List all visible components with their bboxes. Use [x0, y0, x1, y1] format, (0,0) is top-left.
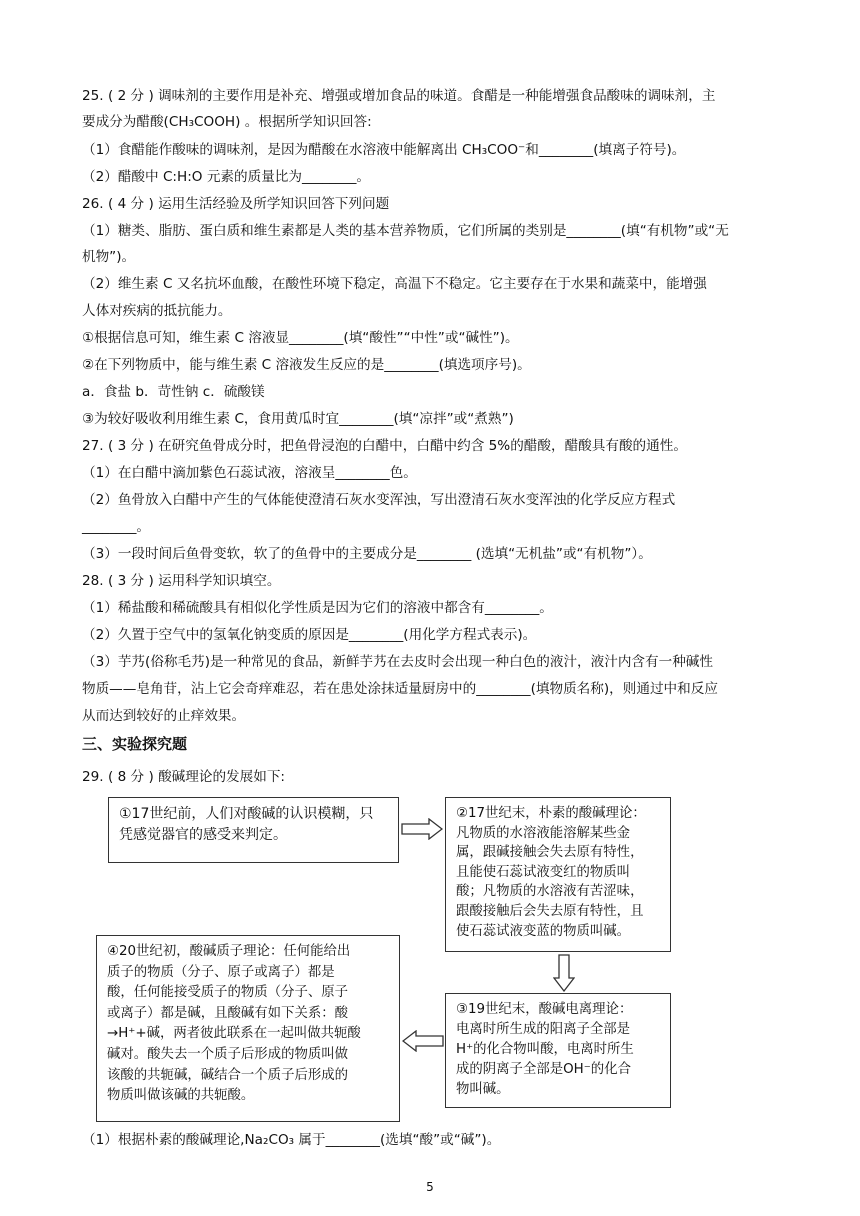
q28-part2: （2）久置于空气中的氢氧化钠变质的原因是________(用化学方程式表示)。	[82, 627, 537, 643]
box1-line: ①17世纪前，人们对酸碱的认识模糊，只	[119, 806, 374, 822]
theory-box-2	[445, 797, 671, 952]
q26-options: a．食盐 b．苛性钠 c．硫酸镁	[82, 384, 265, 400]
theory-box-3	[445, 993, 671, 1108]
section-title: 三、实验探究题	[82, 735, 188, 753]
box2-line: 凡物质的水溶液能溶解某些金	[456, 825, 631, 841]
q27-part2-line2: ________。	[82, 519, 150, 535]
box2-line: 跟酸接触后会失去原有特性，且	[456, 903, 644, 919]
q27-part3: （3）一段时间后鱼骨变软，软了的鱼骨中的主要成分是________ (选填“无机盐”或“有机物”）。	[82, 546, 652, 562]
box4-line: 物质叫做该碱的共轭酸。	[107, 1088, 255, 1104]
q28-part1: （1）稀盐酸和稀硫酸具有相似化学性质是因为它们的溶液中都含有________。	[82, 600, 553, 616]
q25-part1: （1）食醋能作酸味的调味剂，是因为醋酸在水溶液中能解离出 CH₃COO⁻和________(填离子符号)。	[82, 142, 686, 158]
q25-stem-line2: 要成分为醋酸(CH₃COOH) 。根据所学知识回答:	[82, 114, 372, 130]
q26-sub3: ③为较好吸收利用维生素 C，食用黄瓜时宜________(填“凉拌”或“煮熟”)	[82, 411, 514, 427]
box2-line: 使石蕊试液变蓝的物质叫碱。	[456, 923, 631, 939]
q27-part2-line1: （2）鱼骨放入白醋中产生的气体能使澄清石灰水变浑浊，写出澄清石灰水变浑浊的化学反应方程式	[82, 492, 676, 508]
box3-line: 物叫碱。	[456, 1082, 510, 1097]
q26-stem: 26. ( 4 分 ) 运用生活经验及所学知识回答下列问题	[82, 196, 390, 212]
q26-part2-line2: 人体对疾病的抵抗能力。	[82, 303, 232, 319]
arrow-down-icon	[553, 954, 575, 992]
q28-part3-line1: （3）芋艿(俗称毛艿)是一种常见的食品，新鲜芋艿在去皮时会出现一种白色的液汁，液汁内含有一种碱性	[82, 654, 713, 670]
q29-intro: 29. ( 8 分 ) 酸碱理论的发展如下:	[82, 769, 285, 785]
box4-line: 该酸的共轭碱，碱结合一个质子后形成的	[107, 1067, 349, 1083]
q29-part1: （1）根据朴素的酸碱理论,Na₂CO₃ 属于________(选填“酸”或“碱”)。	[82, 1132, 501, 1148]
q26-part1-line1: （1）糖类、脂肪、蛋白质和维生素都是人类的基本营养物质，它们所属的类别是________(填“有机物”或“无	[82, 223, 729, 239]
q26-part1-line2: 机物”)。	[82, 249, 136, 265]
box3-line: H⁺的化合物叫酸，电离时所生	[456, 1042, 634, 1057]
q26-part2-line1: （2）维生素 C 又名抗坏血酸，在酸性环境下稳定，高温下不稳定。它主要存在于水果和蔬菜中，能增强	[82, 276, 707, 292]
box4-line: 碱对。酸失去一个质子后形成的物质叫做	[107, 1046, 349, 1062]
q28-part3-line2: 物质——皂角苷，沾上它会奇痒难忍，若在患处涂抹适量厨房中的________(填物质名称)，则通过中和反应	[82, 681, 718, 697]
box2-line: 酸；凡物质的水溶液有苦涩味，	[456, 884, 644, 900]
box4-line: ④20世纪初，酸碱质子理论：任何能给出	[107, 944, 351, 959]
box2-line: 且能使石蕊试液变红的物质叫	[456, 864, 631, 880]
q27-part1: （1）在白醋中滴加紫色石蕊试液，溶液呈________色。	[82, 465, 417, 481]
theory-box-4	[96, 935, 400, 1122]
box4-line: →H⁺+碱，两者彼此联系在一起叫做共轭酸	[107, 1026, 361, 1042]
q26-sub1: ①根据信息可知，维生素 C 溶液显________(填“酸性”“中性”或“碱性”)。	[82, 330, 519, 346]
box4-line: 或离子）都是碱，且酸碱有如下关系：酸	[107, 1005, 349, 1021]
q28-stem: 28. ( 3 分 ) 运用科学知识填空。	[82, 573, 281, 589]
page-number: 5	[426, 1180, 434, 1194]
q25-part2: （2）醋酸中 C:H:O 元素的质量比为________。	[82, 169, 370, 185]
box4-line: 酸，任何能接受质子的物质（分子、原子	[107, 985, 349, 1001]
box1-line: 凭感觉器官的感受来判定。	[119, 826, 287, 843]
q28-part3-line3: 从而达到较好的止痒效果。	[82, 708, 246, 724]
q25-stem-line1: 25. ( 2 分 ) 调味剂的主要作用是补充、增强或增加食品的味道。食醋是一种能增强食品酸味的调味剂，主	[82, 88, 716, 104]
box3-line: ③19世纪末，酸碱电离理论：	[456, 1002, 633, 1017]
q27-stem: 27. ( 3 分 ) 在研究鱼骨成分时，把鱼骨浸泡的白醋中，白醋中约含 5%的醋酸，醋酸具有酸的通性。	[82, 438, 687, 454]
arrow-left-icon	[402, 1030, 444, 1052]
arrow-right-icon	[401, 818, 443, 840]
box3-line: 电离时所生成的阳离子全部是	[456, 1022, 631, 1037]
box2-line: ②17世纪末，朴素的酸碱理论：	[456, 806, 646, 821]
theory-box-1	[108, 797, 399, 863]
box2-line: 属，跟碱接触会失去原有特性，	[456, 845, 644, 861]
box3-line: 成的阴离子全部是OH⁻的化合	[456, 1062, 631, 1077]
box4-line: 质子的物质（分子、原子或离子）都是	[107, 964, 335, 980]
q26-sub2: ②在下列物质中，能与维生素 C 溶液发生反应的是________(填选项序号)。	[82, 357, 531, 373]
